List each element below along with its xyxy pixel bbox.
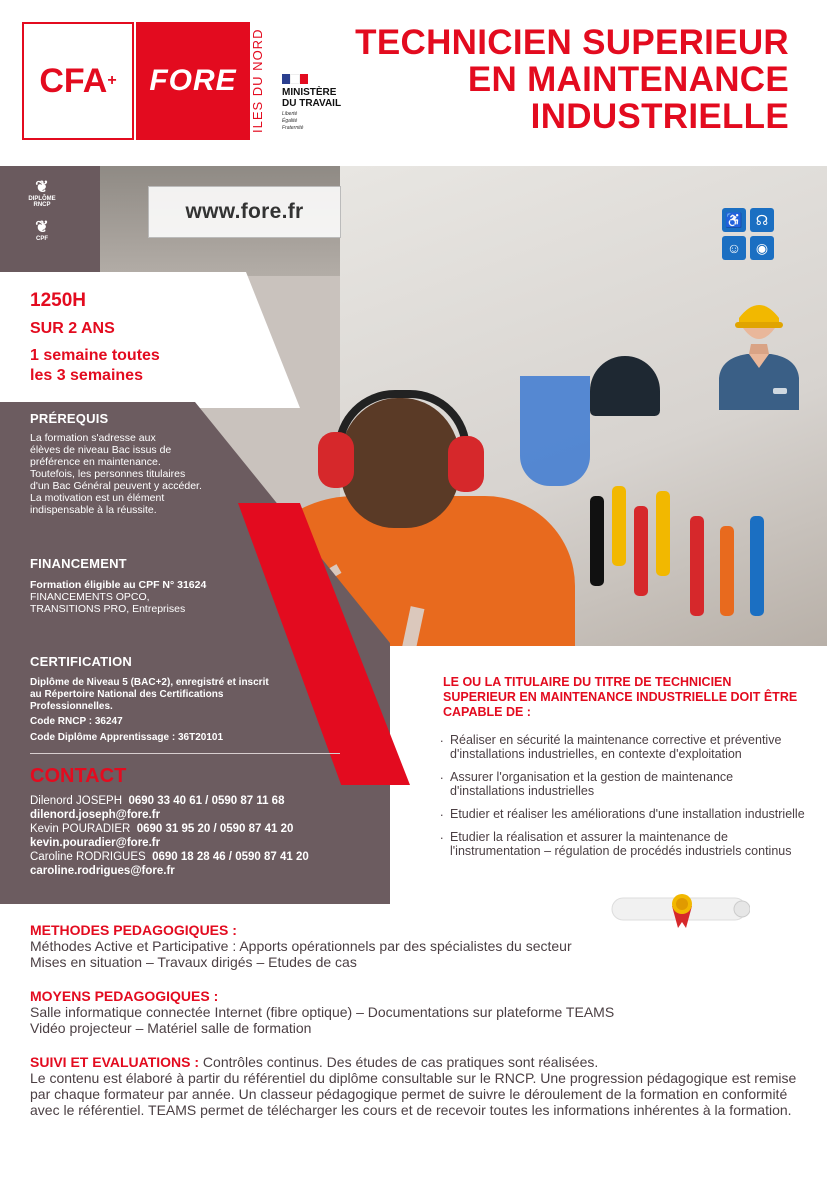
section-divider [30, 753, 340, 754]
text-line: d'un Bac Général peuvent y accéder. [30, 480, 202, 492]
methodes-line-1: Méthodes Active et Participative : Apports opérationnels par des spécialistes du secteur [30, 938, 572, 954]
suivi-title-rest: Contrôles continus. Des études de cas pratiques sont réalisées. [199, 1054, 599, 1070]
french-flag-icon [282, 74, 308, 84]
cfa-logo-text: CFA [39, 61, 108, 100]
pliers-icon [720, 526, 734, 616]
duration-hours: 1250H [30, 290, 86, 311]
suivi-block [30, 1054, 800, 1118]
hearing-icon: ☊ [750, 208, 774, 232]
cfa-logo [22, 22, 134, 140]
methodes-title: METHODES PEDAGOGIQUES : [30, 922, 237, 938]
suivi-title: SUIVI ET EVALUATIONS : [30, 1054, 200, 1070]
ministere-title: MINISTÈRE DU TRAVAIL [282, 87, 342, 109]
list-item: . Assurer l'organisation et la gestion de maintenance d'installations industrielles [440, 770, 810, 798]
moyens-line-2: Vidéo projecteur – Matériel salle de formation [30, 1020, 312, 1036]
capabilities-heading: LE OU LA TITULAIRE DU TITRE DE TECHNICIEN SUPERIEUR EN MAINTENANCE INDUSTRIELLE DOIT ÊTRE CAPABLE DE : [443, 675, 798, 719]
list-item: . Etudier la réalisation et assurer la maintenance de l'instrumentation – régulation de procédés industriels continus [440, 830, 810, 858]
contact-phones[interactable]: 0690 18 28 46 / 0590 87 41 20 [152, 851, 309, 863]
pliers-icon [750, 516, 764, 616]
contact-row [30, 822, 309, 836]
page-title [355, 24, 789, 135]
tool-rack-illustration [590, 486, 780, 626]
methodes-block [30, 922, 800, 970]
screwdriver-icon [634, 506, 648, 596]
ministere-logo [282, 74, 362, 132]
title-line-1: TECHNICIEN SUPERIEUR [355, 23, 789, 62]
capabilities-list [440, 733, 810, 867]
website-url[interactable]: www.fore.fr [148, 186, 341, 238]
title-line-2: EN MAINTENANCE [467, 60, 789, 99]
suivi-text: Le contenu est élaboré à partir du référentiel du diplôme consultable sur le RNCP. Une progression pédagogique est remise par chaque formateur par année. Un classeur pédagogique permet de suivre le déroulement de la formation en conformité avec le référentiel. TEAMS permet de télécharger les cours et de recevoir toutes les informations inhérentes à la formation. [30, 1070, 797, 1118]
financement-line-3: TRANSITIONS PRO, Entreprises [30, 603, 186, 615]
cpf-badge-icon: ❦ CPF [22, 220, 62, 258]
text-line: au Répertoire National des Certifications [30, 689, 224, 700]
list-item: . Etudier et réaliser les améliorations d'une installation industrielle [440, 807, 810, 821]
fore-logo [136, 22, 250, 140]
code-rncp: Code RNCP : 36247 [30, 716, 123, 727]
screwdriver-icon [612, 486, 626, 566]
cognitive-icon: ☺ [722, 236, 746, 260]
financement-line-2: FINANCEMENTS OPCO, [30, 591, 150, 603]
title-line-3: INDUSTRIELLE [530, 97, 789, 136]
prerequis-title: PRÉREQUIS [30, 411, 109, 426]
fore-logo-text: FORE [149, 64, 237, 97]
rhythm-line-1: 1 semaine toutes [30, 347, 160, 364]
code-diplome: Code Diplôme Apprentissage : 36T20101 [30, 732, 224, 743]
text-line: élèves de niveau Bac issus de [30, 444, 172, 456]
contact-name: Kevin POURADIER [30, 823, 131, 835]
moyens-title: MOYENS PEDAGOGIQUES : [30, 988, 219, 1004]
cfa-logo-plus: + [107, 72, 117, 89]
certification-section [30, 654, 340, 744]
contact-email[interactable]: caroline.rodrigues@fore.fr [30, 865, 175, 877]
financement-section [30, 556, 290, 615]
face-shield-illustration [520, 376, 590, 486]
pedagogy-section [30, 922, 800, 1136]
text-line: La formation s'adresse aux [30, 432, 156, 444]
wheelchair-icon: ♿ [722, 208, 746, 232]
screwdriver-icon [656, 491, 670, 576]
ministere-motto: Liberté Égalité Fraternité [282, 111, 304, 131]
contact-name: Dilenord JOSEPH [30, 795, 123, 807]
duration-rhythm [30, 346, 160, 386]
certification-text [30, 677, 340, 744]
financement-title: FINANCEMENT [30, 556, 127, 571]
contact-name: Caroline RODRIGUES [30, 851, 146, 863]
vision-icon: ◉ [750, 236, 774, 260]
badge-label: DIPLÔME RNCP [28, 196, 56, 208]
ear-defender-left [318, 432, 354, 488]
text-line: indispensable à la réussite. [30, 504, 157, 516]
badge-label: CPF [36, 236, 48, 242]
text-line: Professionnelles. [30, 701, 113, 712]
contact-email[interactable]: dilenord.joseph@fore.fr [30, 809, 161, 821]
certification-title: CERTIFICATION [30, 654, 133, 669]
contact-row [30, 850, 309, 864]
moyens-line-1: Salle informatique connectée Internet (fibre optique) – Documentations sur plateforme TEAMS [30, 1004, 615, 1020]
suivi-first-line [30, 1054, 800, 1070]
screwdriver-icon [590, 496, 604, 586]
rhythm-line-2: les 3 semaines [30, 367, 143, 384]
contact-title: CONTACT [30, 765, 127, 787]
contact-email[interactable]: kevin.pouradier@fore.fr [30, 837, 161, 849]
text-line: La motivation est un élément [30, 492, 165, 504]
text-line: préférence en maintenance. [30, 456, 161, 468]
contact-phones[interactable]: 0690 33 40 61 / 0590 87 11 68 [128, 795, 285, 807]
prerequis-text [30, 432, 250, 516]
contact-list [30, 794, 309, 878]
ear-defender-right [448, 436, 484, 492]
pliers-icon [690, 516, 704, 616]
text-line: Diplôme de Niveau 5 (BAC+2), enregistré et inscrit [30, 677, 269, 688]
prerequis-section [30, 411, 250, 516]
duration-years: SUR 2 ANS [30, 320, 115, 337]
accessibility-icons [722, 208, 774, 260]
contact-row [30, 794, 309, 808]
financement-cpf: Formation éligible au CPF N° 31624 [30, 579, 207, 591]
list-item: . Réaliser en sécurité la maintenance corrective et préventive d'installations industrielles, en contexte d'exploitation [440, 733, 810, 761]
worker-helmet-icon [717, 288, 801, 410]
duration-info [30, 290, 160, 386]
text-line: Toutefois, les personnes titulaires [30, 468, 186, 480]
contact-phones[interactable]: 0690 31 95 20 / 0590 87 41 20 [136, 823, 294, 835]
methodes-line-2: Mises en situation – Travaux dirigés – Etudes de cas [30, 954, 357, 970]
diplome-badge-icon: ❦ DIPLÔME RNCP [22, 180, 62, 218]
moyens-block [30, 988, 800, 1036]
iles-du-nord-label: ILES DU NORD [250, 28, 265, 134]
